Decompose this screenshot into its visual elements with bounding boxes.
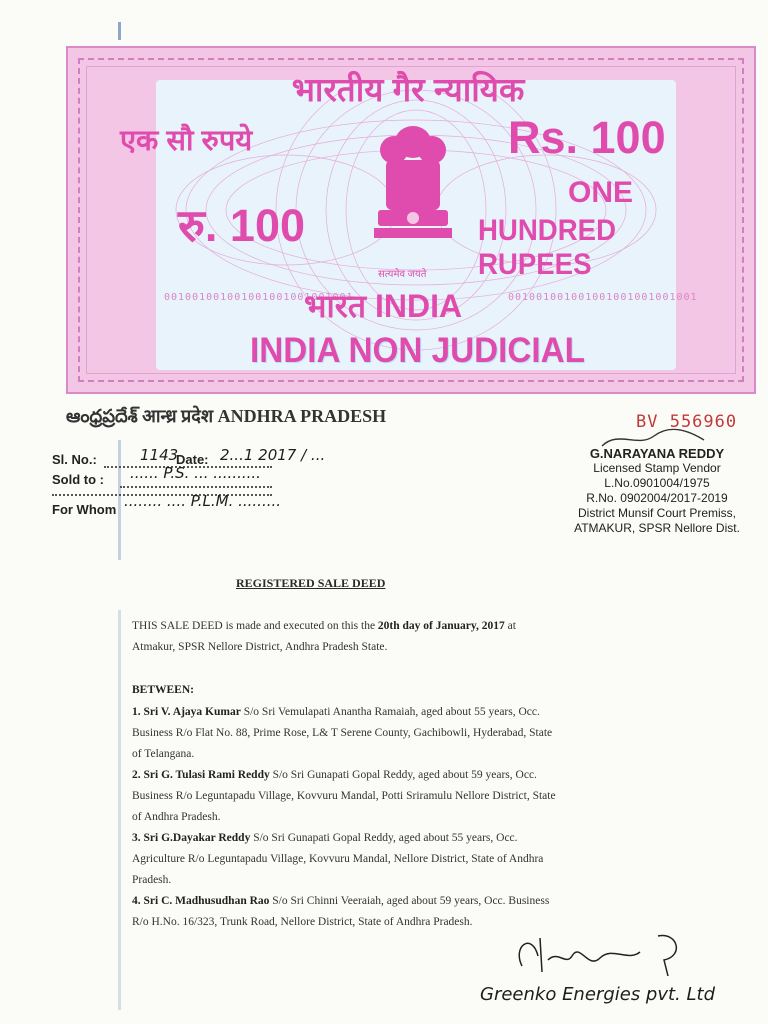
company-signature-text: Greenko Energies pvt. Ltd [480, 984, 716, 1005]
stamp-amount-words: HUNDRED RUPEES [478, 214, 616, 281]
vendor-renewal: R.No. 0902004/2017-2019 [586, 491, 728, 505]
party-2 [132, 765, 680, 828]
between-heading [132, 680, 194, 701]
party-details: S/o Sri Gunapati Gopal Reddy, aged about 59 years, Occ. [272, 769, 537, 781]
party-number: 1. [132, 706, 141, 718]
emblem-caption: सत्यमेव जयते [378, 269, 427, 280]
party-details: R/o H.No. 16/323, Trunk Road, Nellore District, State of Andhra Pradesh. [132, 916, 473, 928]
stamp-binary-right: 001001001001001001001001001 [508, 292, 698, 303]
stamp-binary-left: 001001001001001001001001001 [164, 292, 354, 303]
stamp-rupee-amount: रु. 100 [178, 200, 305, 251]
deed-intro-text: THIS SALE DEED is made and executed on this the [132, 620, 376, 632]
for-whom-value: ........ .... P.L.M. ......... [124, 492, 282, 510]
party-list [132, 702, 680, 933]
party-name: Sri V. Ajaya Kumar [143, 706, 241, 718]
stamp-bharat-india: भारत INDIA [304, 288, 463, 324]
party-1 [132, 702, 680, 765]
sold-to-value: ...... P.S. ... .......... [130, 464, 261, 482]
ashoka-emblem-icon [364, 120, 462, 264]
vendor-license: L.No.0901004/1975 [604, 476, 710, 490]
stamp-non-judicial: INDIA NON JUDICIAL [250, 331, 585, 370]
party-name: Sri C. Madhusudhan Rao [143, 895, 270, 907]
vendor-title: Licensed Stamp Vendor [593, 461, 721, 475]
party-details: Business R/o Leguntapadu Village, Kovvuru Mandal, Potti Sriramulu Nellore District, State [132, 790, 556, 802]
party-details: S/o Sri Chinni Veeraiah, aged about 59 years, Occ. Business [272, 895, 550, 907]
date-label: Date: [176, 452, 209, 467]
stamp-paper [66, 46, 756, 394]
margin-mark [118, 22, 121, 40]
date-value: 2...1 2017 / ... [220, 446, 326, 464]
vendor-name: G.NARAYANA REDDY [589, 446, 725, 461]
deed-intro [132, 616, 680, 658]
party-details: S/o Sri Vemulapati Anantha Ramaiah, aged about 55 years, Occ. [243, 706, 540, 718]
sold-to-label: Sold to : [52, 472, 104, 487]
party-name: Sri G.Dayakar Reddy [143, 832, 251, 844]
party-details: S/o Sri Gunapati Gopal Reddy, aged about 55 years, Occ. [253, 832, 518, 844]
sold-to-underline [120, 486, 272, 488]
stamp-serial-number: BV 556960 [636, 412, 738, 432]
deed-date: 20th day of January, 2017 [377, 620, 505, 632]
party-name: Sri G. Tulasi Rami Reddy [143, 769, 270, 781]
margin-mark [118, 610, 121, 1010]
deed-place: Atmakur, SPSR Nellore District, Andhra Pradesh State. [132, 641, 388, 653]
party-details: Agriculture R/o Leguntapadu Village, Kovvuru Mandal, Nellore District, State of Andhra [132, 853, 544, 865]
margin-mark [118, 440, 121, 560]
sl-no-label: Sl. No.: [52, 452, 97, 467]
executant-signature [508, 926, 698, 986]
party-number: 3. [132, 832, 141, 844]
for-whom-label: For Whom [52, 502, 117, 517]
party-number: 2. [132, 769, 141, 781]
vendor-signature [598, 426, 708, 452]
stamp-amount-words-one: ONE [568, 176, 634, 209]
party-details: Business R/o Flat No. 88, Prime Rose, L& T Serene County, Gachibowli, Hyderabad, State [132, 727, 553, 739]
party-3 [132, 828, 680, 891]
stamp-hindi-heading: भारतीय गैर न्यायिक [291, 71, 525, 108]
between-label: BETWEEN: [132, 684, 194, 696]
party-details: of Andhra Pradesh. [132, 811, 221, 823]
stamp-hindi-amount: एक सौ रुपये [120, 125, 253, 157]
deed-title: REGISTERED SALE DEED [236, 576, 386, 590]
stamp-rs-amount: Rs. 100 [508, 112, 666, 163]
sl-no-value: 1143 [140, 446, 179, 464]
vendor-address-2: ATMAKUR, SPSR Nellore Dist. [574, 521, 740, 535]
party-number: 4. [132, 895, 141, 907]
stamp-vendor-seal [552, 446, 762, 536]
party-details: Pradesh. [132, 874, 172, 886]
state-name-line: ఆంధ్రప్రదేశ్ आन्ध्र प्रदेश ANDHRA PRADESH [66, 406, 387, 426]
deed-intro-at: at [507, 620, 516, 632]
vendor-address-1: District Munsif Court Premiss, [577, 506, 737, 520]
party-details: of Telangana. [132, 748, 195, 760]
